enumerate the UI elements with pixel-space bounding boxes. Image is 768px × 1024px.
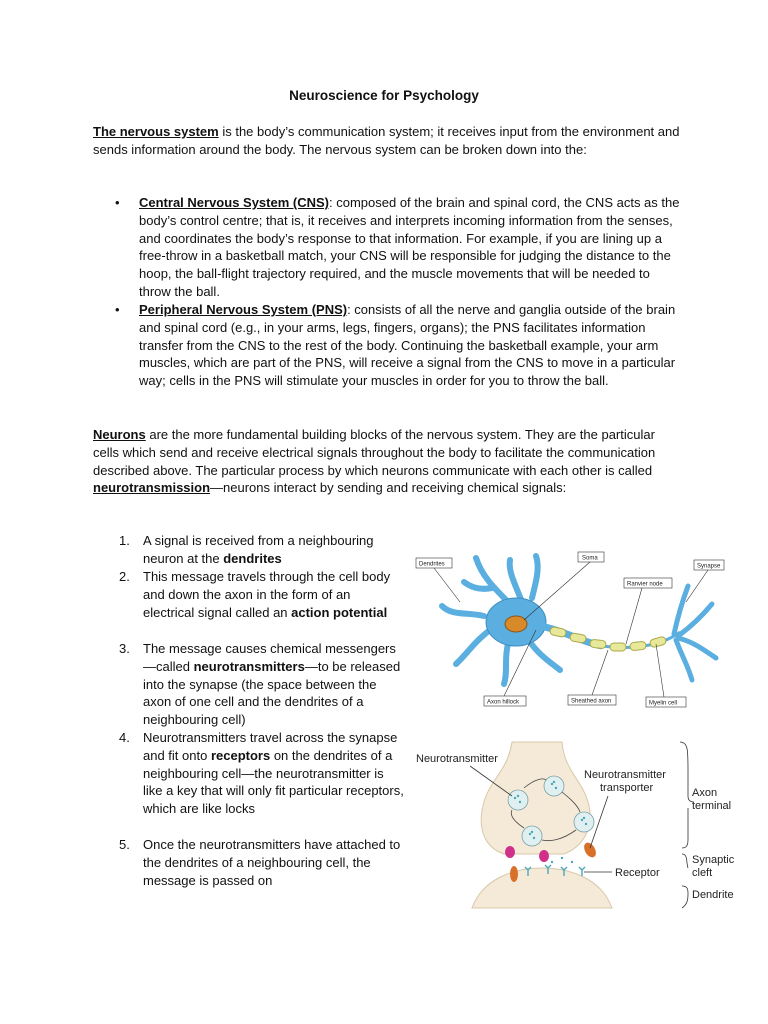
step-bold: neurotransmitters	[193, 658, 305, 674]
step-text: The message causes chemical messengers—called	[143, 641, 396, 674]
nucleus	[505, 616, 527, 632]
label-dendrites: Dendrites	[419, 561, 445, 568]
label-synaptic: Synaptic	[692, 854, 735, 866]
label-receptor: Receptor	[615, 867, 660, 879]
label-ranvier-node: Ranvier node	[627, 581, 663, 588]
label-dendrite: Dendrite	[692, 889, 734, 901]
step-text: Neurotransmitters travel across the synapse and fit onto	[143, 730, 398, 763]
step-3	[119, 640, 405, 729]
label-cleft: cleft	[692, 867, 713, 879]
neurons-text-1: are the more fundamental building blocks of the nervous system. They are the particular cells which send and receive electrical signals throughout the body to facilitate the communication described above. The particular process by which neurons communicate with each other is called	[93, 427, 656, 478]
step-number: 3.	[119, 641, 130, 656]
label-axon: Axon	[692, 787, 718, 799]
neurons-paragraph	[93, 426, 683, 497]
intro-term: The nervous system	[93, 124, 219, 139]
label-neurotransmitter: Neurotransmitter	[416, 753, 498, 765]
bullet-term: Central Nervous System (CNS)	[139, 195, 329, 210]
label-transporter-1: Neurotransmitter	[584, 769, 666, 781]
step-bold: dendrites	[223, 550, 282, 566]
step-number: 4.	[119, 730, 130, 745]
step-text: This message travels through the cell body and down the axon in the form of an electrical signal called an	[143, 569, 391, 620]
bullet-cns	[115, 194, 684, 301]
step-text-after: —to be released into the synapse (the space between the axon of one cell and the dendrites of a neighbouring cell)	[143, 658, 401, 728]
intro-paragraph	[93, 123, 683, 159]
step-number: 5.	[119, 837, 130, 852]
step-number: 1.	[119, 533, 130, 548]
label-sheathed-axon: Sheathed axon	[571, 698, 612, 705]
step-2	[119, 568, 405, 621]
label-terminal: terminal	[692, 800, 732, 812]
document-title: Neuroscience for Psychology	[289, 88, 479, 103]
step-number: 2.	[119, 569, 130, 584]
step-5	[119, 836, 405, 889]
step-text: A signal is received from a neighbouring neuron at the	[143, 533, 374, 566]
bullet-text: : composed of the brain and spinal cord, the CNS acts as the body’s control centre; that is, it receives and interprets incoming information from the senses, and coordinates the body’s response to that information. For example, if you are lining up a free-throw in a basketball match, your CNS will be responsible for judging the distance to the hoop, the ball-flight trajectory required, and the muscle movements that will be needed to throw the ball.	[139, 195, 680, 299]
intro-text: is the body’s communication system; it receives input from the environment and sends information around the body. The nervous system can be broken down into the:	[93, 124, 680, 157]
step-1	[119, 532, 405, 568]
neurons-text-2: —neurons interact by sending and receiving chemical signals:	[210, 480, 567, 496]
step-text-after: on the dendrites of a neighbouring cell—the neurotransmitter is like a key that will only fit particular receptors, which are like locks	[143, 747, 404, 817]
bullet-pns	[115, 301, 684, 390]
step-bold: action potential	[291, 604, 388, 620]
neuron-diagram	[412, 546, 730, 712]
neurons-term: Neurons	[93, 427, 146, 442]
step-4	[119, 729, 405, 818]
step-text: Once the neurotransmitters have attached to the dendrites of a neighbouring cell, the message is passed on	[143, 837, 401, 888]
bullet-dot: •	[115, 302, 120, 317]
label-transporter-2: transporter	[600, 782, 654, 794]
synapse-diagram	[412, 740, 744, 912]
label-axon-hillock: Axon hillock	[487, 699, 520, 706]
step-bold: receptors	[210, 747, 271, 763]
dendrite-membrane	[472, 868, 612, 908]
label-soma: Soma	[582, 555, 598, 562]
label-myelin-cell: Myelin cell	[649, 700, 678, 707]
label-synapse: Synapse	[697, 563, 721, 570]
bullet-term: Peripheral Nervous System (PNS)	[139, 302, 348, 317]
bullet-dot: •	[115, 195, 120, 210]
bullet-text: : consists of all the nerve and ganglia outside of the brain and spinal cord (e.g., in your arms, legs, fingers, organs); the PNS facilitates information transfer from the CNS to the rest of the body. Continuing the basketball example, your arm muscles, which are part of the PNS, will receive a signal from the CNS to move in a particular way; cells in the PNS will stimulate your muscles in order for you to throw the ball.	[139, 302, 676, 389]
neurotransmission-term: neurotransmission	[93, 480, 211, 496]
